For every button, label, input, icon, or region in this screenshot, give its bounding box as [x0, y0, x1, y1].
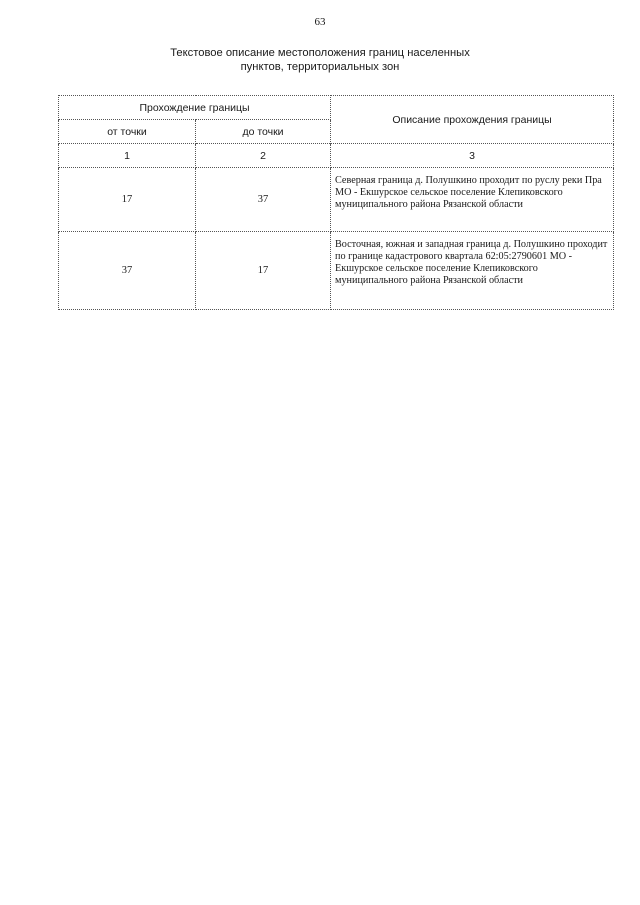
row-description: Северная граница д. Полушкино проходит по руслу реки Пра МО - Екшурское сельское поселение Клепиковского муниципального района Рязанской области: [331, 168, 614, 232]
boundary-description-table: [58, 95, 614, 310]
document-title: [60, 46, 580, 74]
header-description: Описание прохождения границы: [331, 96, 614, 144]
row-to-point: 17: [196, 232, 331, 310]
row-description: Восточная, южная и западная граница д. Полушкино проходит по границе кадастрового квартала 62:05:2790601 МО - Екшурское сельское поселение Клепиковского муниципального района Рязанской области: [331, 232, 614, 310]
row-to-point: 37: [196, 168, 331, 232]
column-number-row: [59, 144, 614, 168]
column-number-3: 3: [331, 144, 614, 168]
header-row-1: [59, 96, 614, 120]
header-boundary-passage: Прохождение границы: [59, 96, 331, 120]
table-row: [59, 232, 614, 310]
row-from-point: 17: [59, 168, 196, 232]
header-to-point: до точки: [196, 120, 331, 144]
column-number-2: 2: [196, 144, 331, 168]
row-from-point: 37: [59, 232, 196, 310]
table-row: [59, 168, 614, 232]
header-from-point: от точки: [59, 120, 196, 144]
title-line-1: Текстовое описание местоположения границ населенных: [170, 47, 470, 59]
title-line-2: пунктов, территориальных зон: [240, 61, 400, 73]
column-number-1: 1: [59, 144, 196, 168]
page-number: 63: [314, 16, 326, 28]
